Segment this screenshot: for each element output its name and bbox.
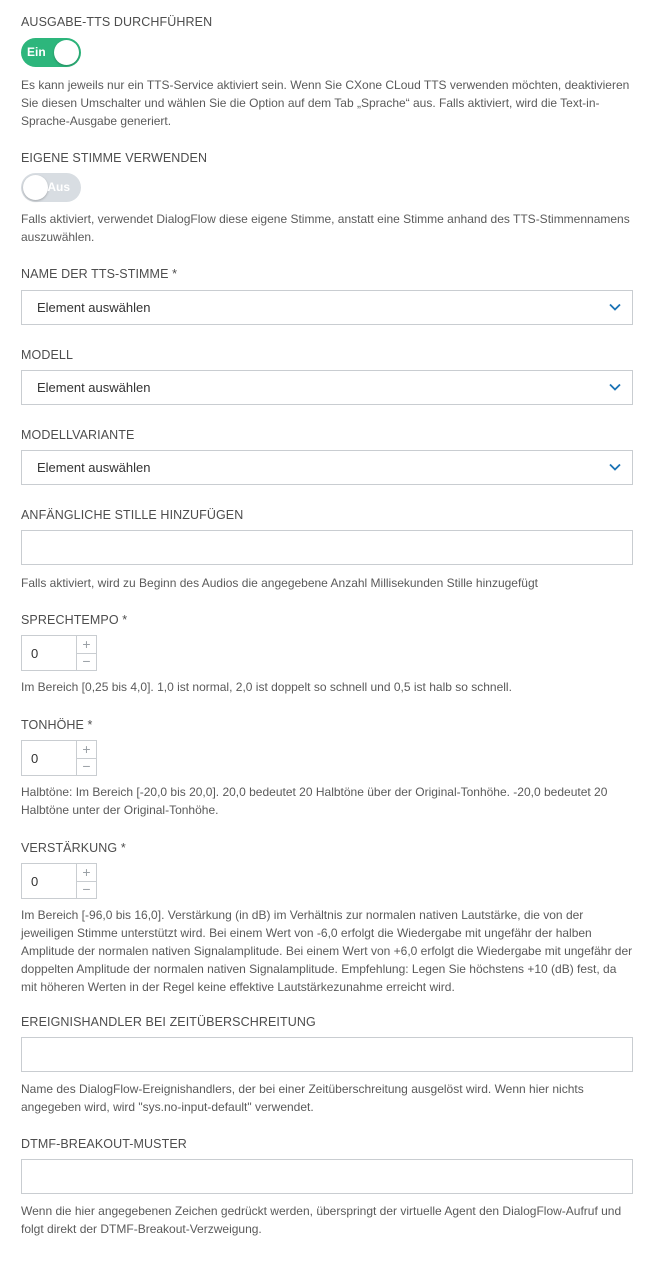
pitch-stepper [21, 740, 97, 776]
model-variant-select[interactable] [21, 450, 633, 485]
increment-button[interactable]: + [77, 864, 96, 882]
chevron-down-icon [608, 300, 622, 314]
custom-voice-label: EIGENE STIMME VERWENDEN [21, 151, 208, 165]
decrement-button[interactable]: − [82, 653, 91, 669]
initial-silence-help: Falls aktiviert, wird zu Beginn des Audios die angegebene Anzahl Millisekunden Stille hinzugefügt [21, 576, 538, 590]
gain-stepper [21, 863, 97, 899]
speaking-rate-input[interactable] [22, 636, 76, 670]
decrement-button[interactable]: − [82, 758, 91, 774]
model-variant-label: MODELLVARIANTE [21, 428, 135, 442]
model-select[interactable] [21, 370, 633, 405]
decrement-button[interactable]: − [82, 881, 91, 897]
increment-button[interactable]: + [77, 636, 96, 654]
pitch-input[interactable] [22, 741, 76, 775]
timeout-handler-input[interactable] [21, 1037, 633, 1072]
pitch-help: Halbtöne: Im Bereich [-20,0 bis 20,0]. 20,0 bedeutet 20 Halbtöne über der Original-Tonhöhe. -20,0 bedeutet 20 Halbtöne unter der Original-Tonhöhe. [21, 785, 608, 817]
tts-output-label: AUSGABE-TTS DURCHFÜHREN [21, 15, 213, 29]
chevron-down-icon [608, 380, 622, 394]
toggle-state-text: Ein [27, 45, 46, 59]
select-value: Element auswählen [37, 460, 151, 475]
gain-label: VERSTÄRKUNG * [21, 841, 126, 855]
increment-button[interactable]: + [77, 741, 96, 759]
speaking-rate-help: Im Bereich [0,25 bis 4,0]. 1,0 ist normal, 2,0 ist doppelt so schnell und 0,5 ist halb so schnell. [21, 680, 512, 694]
initial-silence-label: ANFÄNGLICHE STILLE HINZUFÜGEN [21, 508, 244, 522]
toggle-knob [54, 40, 79, 65]
gain-input[interactable] [22, 864, 76, 898]
voice-name-select[interactable] [21, 290, 633, 325]
stepper-buttons [76, 636, 96, 670]
speaking-rate-stepper [21, 635, 97, 671]
stepper-buttons [76, 741, 96, 775]
model-label: MODELL [21, 348, 74, 362]
select-value: Element auswählen [37, 380, 151, 395]
toggle-state-text: Aus [47, 180, 70, 194]
tts-output-help: Es kann jeweils nur ein TTS-Service aktiviert sein. Wenn Sie CXone CLoud TTS verwenden möchten, deaktivieren Sie diesen Umschalter und wählen Sie die Option auf dem Tab „Sprache“ aus. Falls aktiviert, wird die Text-in-Sprache-Ausgabe generiert. [21, 78, 630, 128]
custom-voice-toggle[interactable] [21, 173, 81, 202]
voice-name-label: NAME DER TTS-STIMME * [21, 267, 178, 281]
pitch-label: TONHÖHE * [21, 718, 93, 732]
dtmf-breakout-help: Wenn die hier angegebenen Zeichen gedrückt werden, überspringt der virtuelle Agent den DialogFlow-Aufruf und folgt direkt der DTMF-Breakout-Verzweigung. [21, 1204, 622, 1236]
stepper-buttons [76, 864, 96, 898]
select-value: Element auswählen [37, 300, 151, 315]
toggle-knob [23, 175, 48, 200]
speaking-rate-label: SPRECHTEMPO * [21, 613, 128, 627]
tts-output-toggle[interactable] [21, 38, 81, 67]
gain-help: Im Bereich [-96,0 bis 16,0]. Verstärkung (in dB) im Verhältnis zur normalen nativen Lautstärke, die von der jeweiligen Stimme unterstützt wird. Bei einem Wert von -6,0 erfolgt die Wiedergabe mit ungefähr der halben Amplitude der normalen nativen Signalamplitude. Bei einem Wert von +6,0 erfolgt die Wiedergabe mit ungefähr der doppelten Amplitude der normalen nativen Signalamplitude. Empfehlung: Legen Sie höchstens +10 (dB) fest, da mit höheren Werten in der Regel keine effektive Lautstärkezunahme erreicht wird. [21, 908, 633, 994]
dtmf-breakout-input[interactable] [21, 1159, 633, 1194]
timeout-handler-label: EREIGNISHANDLER BEI ZEITÜBERSCHREITUNG [21, 1015, 316, 1029]
dtmf-breakout-label: DTMF-BREAKOUT-MUSTER [21, 1137, 187, 1151]
chevron-down-icon [608, 460, 622, 474]
timeout-handler-help: Name des DialogFlow-Ereignishandlers, der bei einer Zeitüberschreitung ausgelöst wird. Wenn hier nichts angegeben wird, wird "sys.no-input-default" verwendet. [21, 1082, 584, 1114]
custom-voice-help: Falls aktiviert, verwendet DialogFlow diese eigene Stimme, anstatt eine Stimme anhand des TTS-Stimmennamens auszuwählen. [21, 212, 630, 244]
initial-silence-input[interactable] [21, 530, 633, 565]
